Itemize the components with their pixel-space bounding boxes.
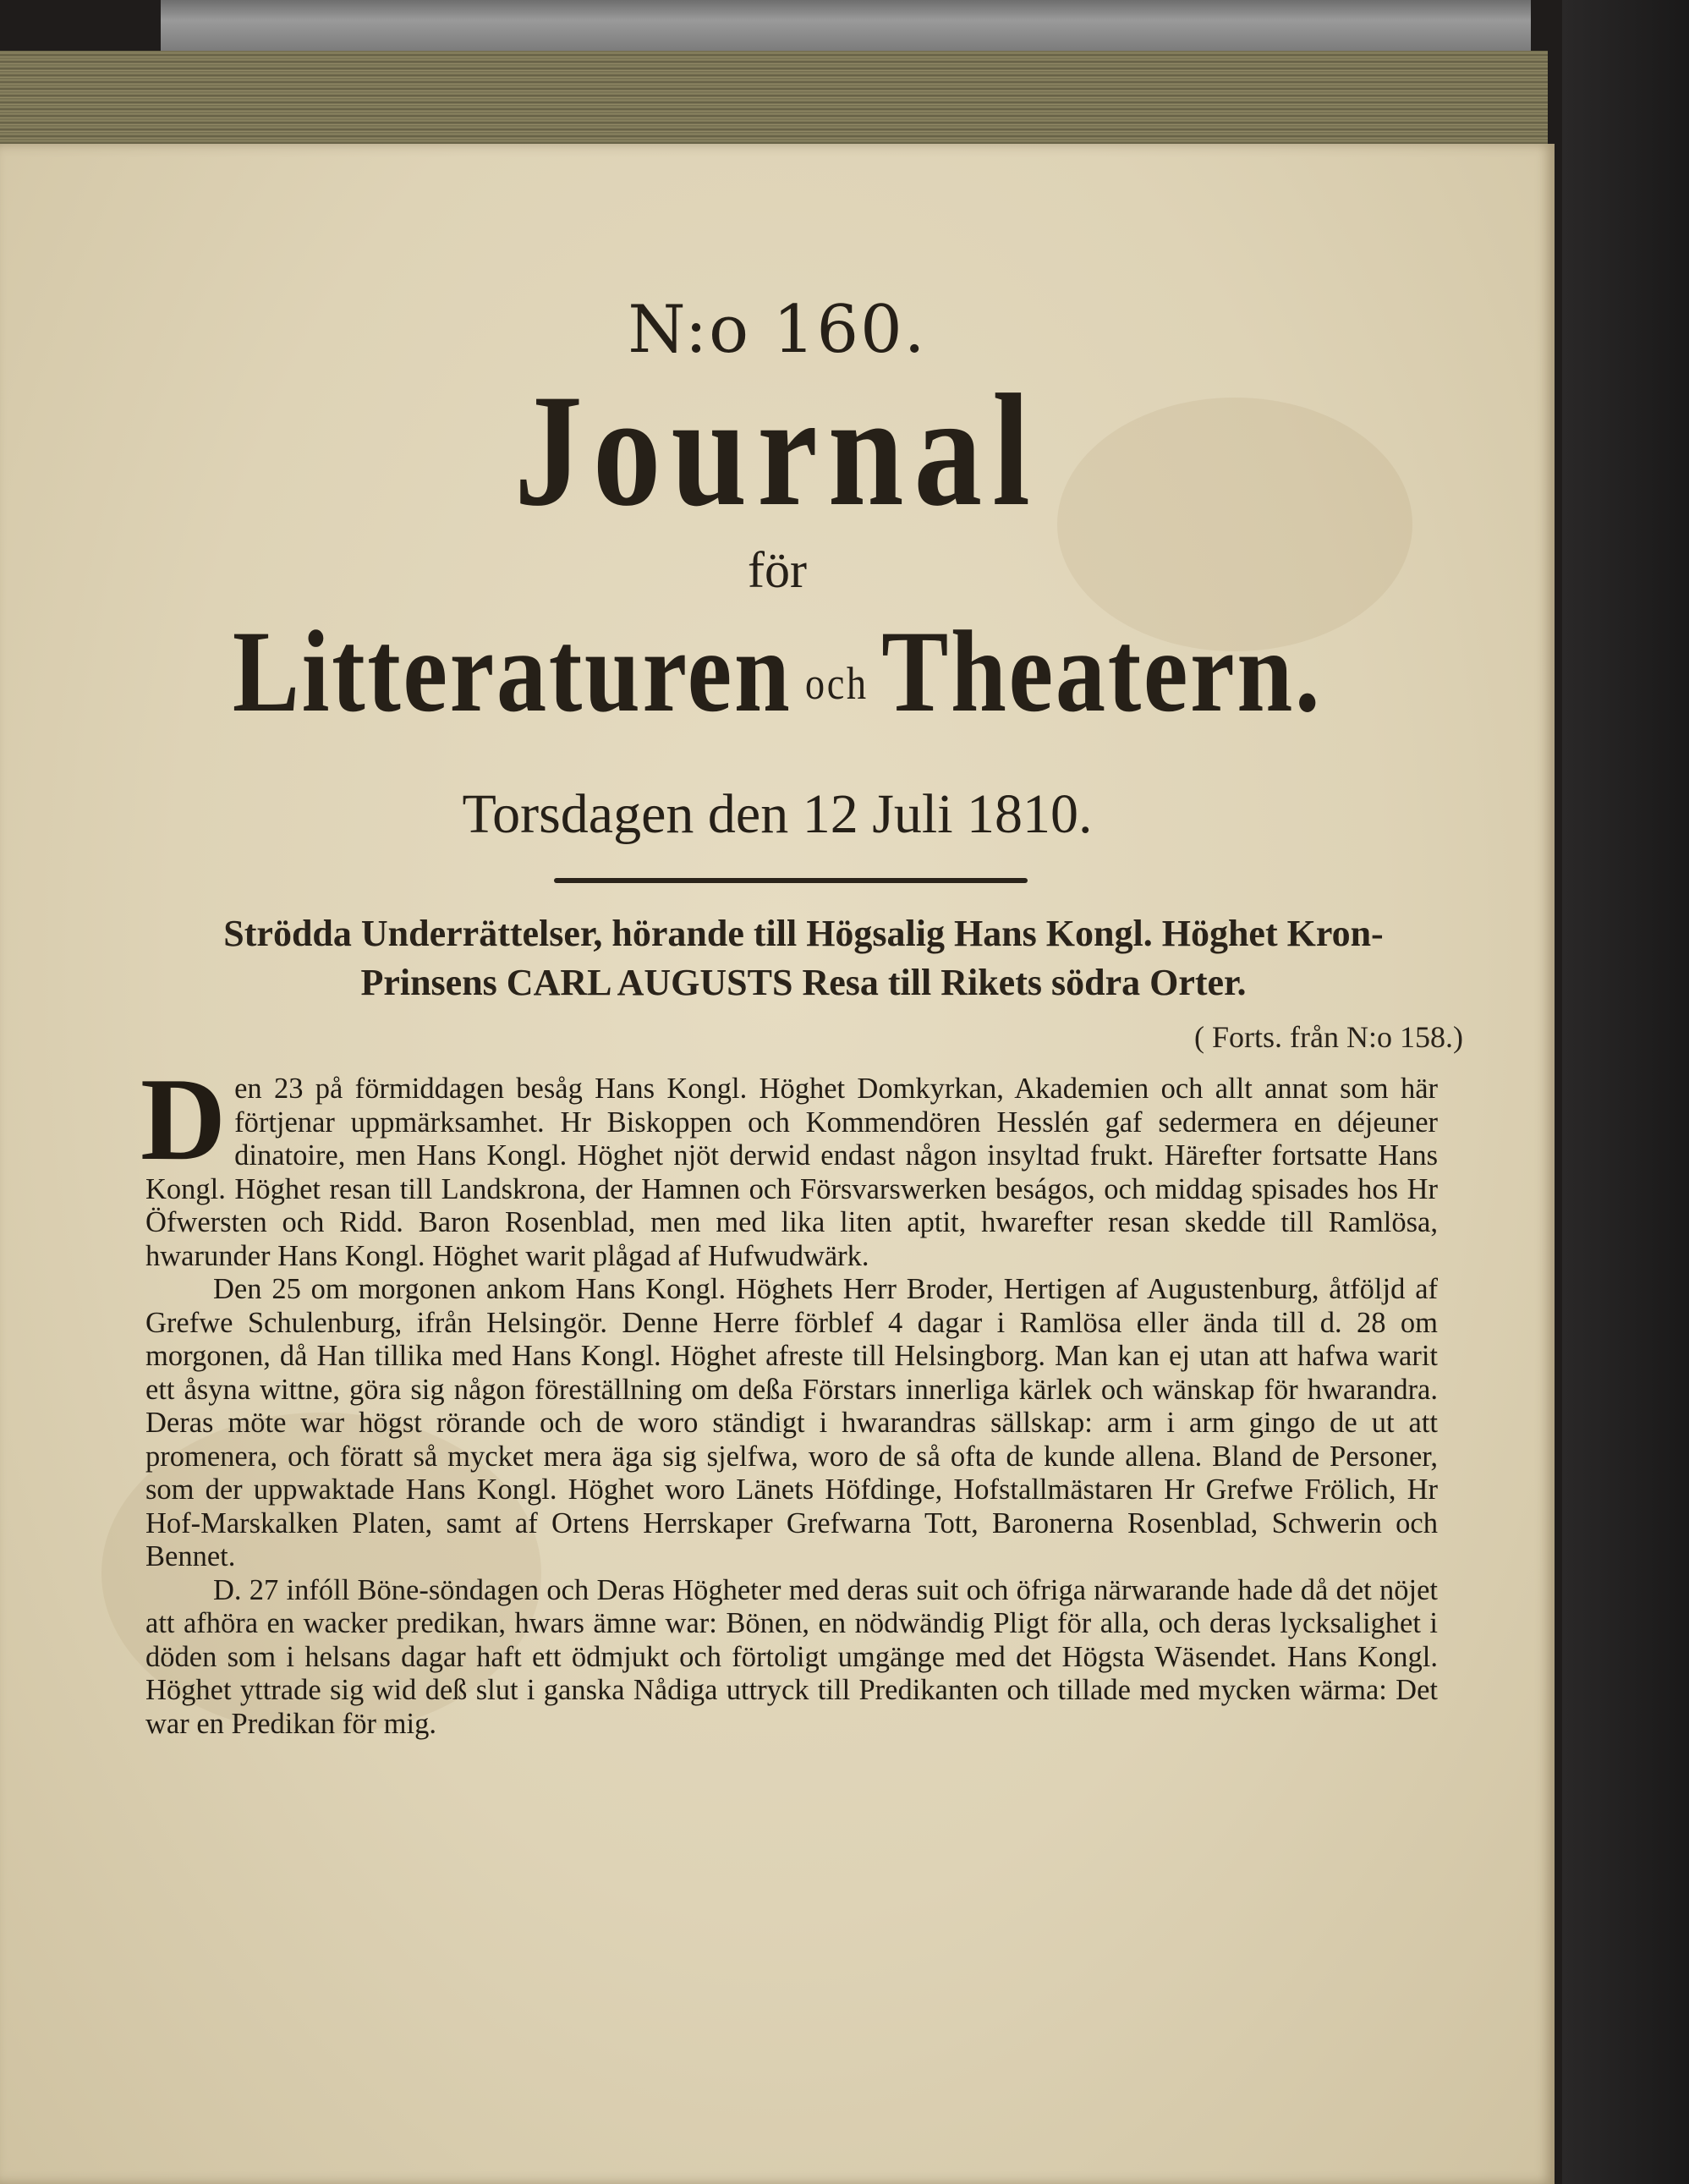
article-paragraph: D. 27 infóll Böne-söndagen och Deras Högheter med deras suit och öfriga närwarande hade då det nöjet att afhöra en wacker predikan, hwars ämne war: Bönen, en nödwändig Pligt för alla, och deras lycksalighet i döden som i helsans dagar haft ett ödmjukt och förtoligt umgänge med det Högsta Wäsendet. Hans Kongl. Höghet yttrade sig wid deß slut i ganska Nådiga uttryck till Predikanten och tillade med mycken wärma: Det war en Predikan för mig.	[145, 1573, 1438, 1740]
newspaper-page	[0, 144, 1555, 2184]
article-body	[140, 1054, 1438, 1741]
publication-title	[109, 606, 1446, 736]
continuation-note: ( Forts. från N:o 158.)	[1194, 1020, 1463, 1054]
title-part-theatre: Theatern.	[881, 606, 1323, 736]
scanner-background	[161, 0, 1531, 51]
article-paragraph: Den 25 om morgonen ankom Hans Kongl. Höghets Herr Broder, Hertigen af Augustenburg, åtföljd af Grefwe Schulenburg, ifrån Helsingör. Denne Herre förblef 4 dagar i Ramlösa eller ända till d. 28 om morgonen, då Han tillika med Hans Kongl. Höghet afreste till Helsingborg. Man kan ej utan att hafwa warit ett åsyna wittne, göra sig någon föreställning om deßa Förstars innerliga kärlek och wänskap för hwarandra. Deras möte war högst rörande och de woro ständigt i hwarandras sällskap: arm i arm gingo de ut att promenera, och föratt så mycket mera äga sig sjelfwa, woro de så ofta de kunde allena. Bland de Personer, som der uppwaktade Hans Kongl. Höghet woro Länets Höfdinge, Hofstallmästaren Hr Grefwe Frölich, Hr Hof-Marskalken Platen, samt af Ortens Herrskaper Grefwarna Tott, Baronerna Rosenblad, Schwerin och Bennet.	[145, 1273, 1438, 1572]
divider-rule	[554, 878, 1028, 883]
book-page-edges	[0, 51, 1548, 152]
drop-cap: D	[140, 1054, 227, 1185]
journal-title: Journal	[514, 362, 1040, 540]
title-part-literature: Litteraturen	[232, 606, 792, 736]
issue-number: N:o 160.	[628, 292, 927, 368]
article-paragraph: Den 23 på förmiddagen besåg Hans Kongl. Höghet Domkyrkan, Akademien och allt annat som här förtjenar uppmärksamhet. Hr Biskoppen och Kommendören Hesslén gaf sedermera en déjeuner dinatoire, men Hans Kongl. Höghet njöt derwid endast någon insyltad frukt. Härefter fortsatte Hans Kongl. Höghet resan till Landskrona, der Hamnen och Försvarswerken beságos, och middag spisades hos Hr Öfwersten och Ridd. Baron Rosenblad, men med lika liten aptit, hwarefter resan skedde till Ramlösa, hwarunder Hans Kongl. Höghet warit plågad af Hufwudwärk.	[140, 1054, 1438, 1272]
title-conjunction: och	[804, 658, 869, 710]
issue-date: Torsdagen den 12 Juli 1810.	[462, 783, 1093, 845]
scanner-dark-strip	[1562, 0, 1689, 2184]
article-title: Strödda Underrättelser, hörande till Högsalig Hans Kongl. Höghet Kron-Prinsens CARL AUGUSTS Resa till Rikets södra Orter.	[223, 913, 1384, 1003]
title-for: för	[748, 542, 807, 598]
